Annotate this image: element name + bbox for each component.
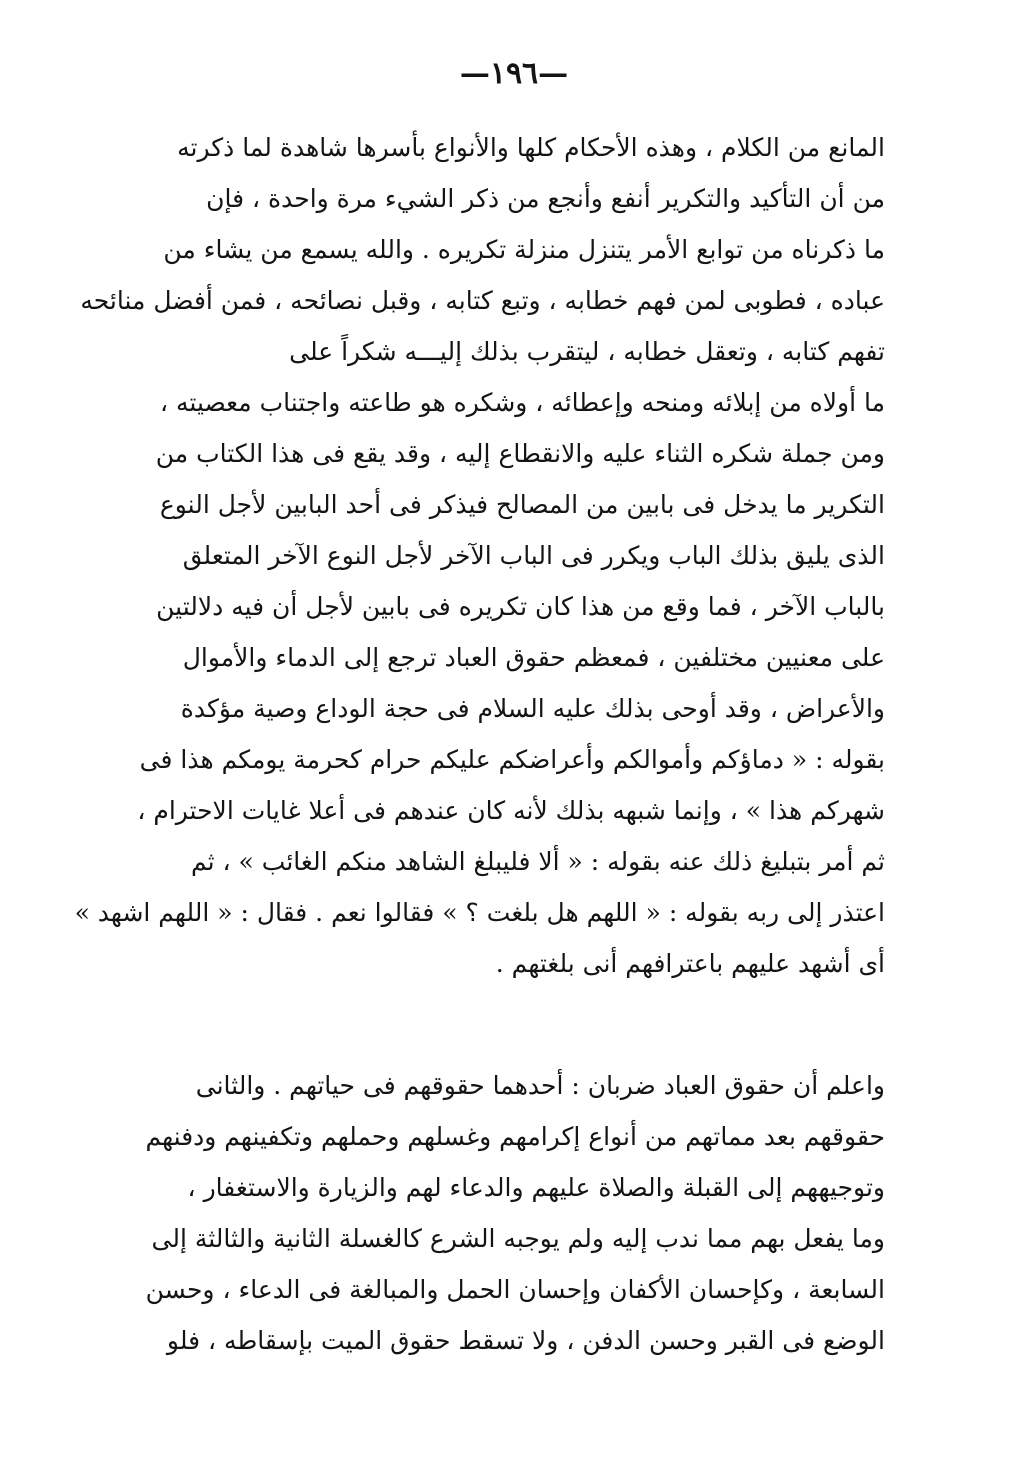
text-line: وما يفعل بهم مما ندب إليه ولم يوجبه الشرع كالغسلة الثانية والثالثة إلى: [151, 1224, 885, 1253]
text-line: ما أولاه من إبلائه ومنحه وإعطائه ، وشكره هو طاعته واجتناب معصيته ،: [160, 388, 885, 417]
paragraph-1: [74, 122, 885, 989]
text-line: السابعة ، وكإحسان الأكفان وإحسان الحمل والمبالغة فى الدعاء ، وحسن: [145, 1275, 885, 1304]
text-line: واعلم أن حقوق العباد ضربان : أحدهما حقوقهم فى حياتهم . والثانى: [195, 1071, 885, 1100]
page-number: —١٩٦—: [459, 56, 569, 91]
text-line: بقوله : « دماؤكم وأموالكم وأعراضكم عليكم حرام كحرمة يومكم هذا فى: [139, 745, 885, 774]
text-line: على معنيين مختلفين ، فمعظم حقوق العباد ترجع إلى الدماء والأموال: [182, 643, 885, 672]
text-line: بالباب الآخر ، فما وقع من هذا كان تكريره فى بابين لأجل أن فيه دلالتين: [156, 592, 885, 621]
text-line: والأعراض ، وقد أوحى بذلك عليه السلام فى حجة الوداع وصية مؤكدة: [180, 694, 885, 723]
text-line: أى أشهد عليهم باعترافهم أنى بلغتهم .: [495, 949, 885, 978]
paragraph-2: [145, 1060, 885, 1366]
text-line: وتوجيههم إلى القبلة والصلاة عليهم والدعاء لهم والزيارة والاستغفار ،: [187, 1173, 885, 1202]
text-line: تفهم كتابه ، وتعقل خطابه ، ليتقرب بذلك إليـــه شكراً على: [289, 337, 885, 366]
text-line: حقوقهم بعد مماتهم من أنواع إكرامهم وغسلهم وحملهم وتكفينهم ودفنهم: [145, 1122, 885, 1151]
text-line: الذى يليق بذلك الباب ويكرر فى الباب الآخر لأجل النوع الآخر المتعلق: [182, 541, 885, 570]
text-line: اعتذر إلى ربه بقوله : « اللهم هل بلغت ؟ » فقالوا نعم . فقال : « اللهم اشهد »: [74, 898, 885, 927]
text-line: الوضع فى القبر وحسن الدفن ، ولا تسقط حقوق الميت بإسقاطه ، فلو: [166, 1326, 885, 1355]
text-line: المانع من الكلام ، وهذه الأحكام كلها والأنواع بأسرها شاهدة لما ذكرته: [177, 133, 885, 162]
text-line: ثم أمر بتبليغ ذلك عنه بقوله : « ألا فليبلغ الشاهد منكم الغائب » ، ثم: [190, 847, 885, 876]
text-line: ما ذكرناه من توابع الأمر يتنزل منزلة تكريره . والله يسمع من يشاء من: [163, 235, 885, 264]
text-line: التكرير ما يدخل فى بابين من المصالح فيذكر فى أحد البابين لأجل النوع: [159, 490, 885, 519]
text-line: ومن جملة شكره الثناء عليه والانقطاع إليه ، وقد يقع فى هذا الكتاب من: [155, 439, 885, 468]
text-line: من أن التأكيد والتكرير أنفع وأنجع من ذكر الشيء مرة واحدة ، فإن: [206, 184, 885, 213]
text-line: عباده ، فطوبى لمن فهم خطابه ، وتبع كتابه ، وقبل نصائحه ، فمن أفضل منائحه: [80, 286, 885, 315]
text-line: شهركم هذا » ، وإنما شبهه بذلك لأنه كان عندهم فى أعلا غايات الاحترام ،: [137, 796, 885, 825]
